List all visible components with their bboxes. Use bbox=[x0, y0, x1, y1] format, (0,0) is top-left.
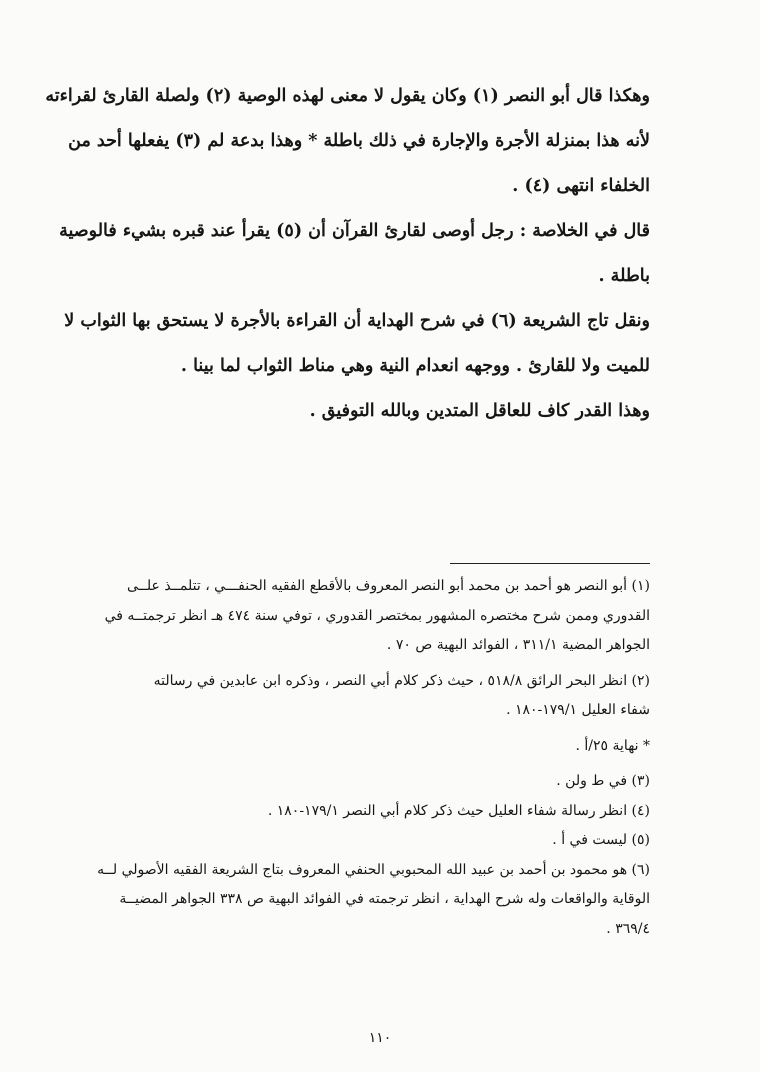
footnote-separator bbox=[450, 563, 650, 564]
footnote-line: (٣) في ط ولن . bbox=[556, 773, 650, 789]
body-line: للميت ولا للقارئ . ووجهه انعدام النية وهي مناط الثواب لما بينا . bbox=[180, 356, 650, 376]
body-line: لأنه هذا بمنزلة الأجرة والإجارة في ذلك باطلة * وهذا بدعة لم (٣) يفعلها أحد من bbox=[68, 131, 650, 151]
footnote-line: القدوري وممن شرح مختصره المشهور بمختصر القدوري ، توفي سنة ٤٧٤ هـ انظر ترجمتــه في bbox=[104, 607, 650, 624]
footnote-line: (٥) ليست في أ . bbox=[552, 832, 650, 848]
footnote-line: (٤) انظر رسالة شفاء العليل حيث ذكر كلام أبي النصر ١٧٩/١-١٨٠ . bbox=[267, 802, 650, 819]
footnote-line: الجواهر المضية ٣١١/١ ، الفوائد البهية ص ٧٠ . bbox=[386, 637, 650, 653]
body-line: وهكذا قال أبو النصر (١) وكان يقول لا معنى لهذه الوصية (٢) ولصلة القارئ لقراءته bbox=[45, 86, 650, 106]
footnote-line: ٣٦٩/٤ . bbox=[606, 920, 650, 937]
footnote-line: (٢) انظر البحر الرائق ٥١٨/٨ ، حيث ذكر كلام أبي النصر ، وذكره ابن عابدين في رسالته bbox=[153, 672, 650, 689]
footnote-line: * نهاية ٢٥/أ . bbox=[575, 737, 650, 754]
main-text bbox=[45, 74, 650, 434]
page-number: ١١٠ bbox=[368, 1030, 392, 1046]
body-line: وهذا القدر كاف للعاقل المتدين وبالله التوفيق . bbox=[309, 401, 650, 421]
footnote-line: الوقاية والواقعات وله شرح الهداية ، انظر ترجمته في الفوائد البهية ص ٣٣٨ الجواهر المضيــة bbox=[119, 891, 650, 907]
body-line: قال في الخلاصة : رجل أوصى لقارئ القرآن أن (٥) يقرأ عند قبره بشيء فالوصية bbox=[59, 221, 650, 241]
footnote-line: (١) أبو النصر هو أحمد بن محمد أبو النصر المعروف بالأقطع الفقيه الحنفـــي ، تتلمــذ علــى bbox=[127, 578, 650, 594]
footnote-line: شفاء العليل ١٧٩/١-١٨٠ . bbox=[506, 702, 650, 718]
footnote-line: (٦) هو محمود بن أحمد بن عبيد الله المحبوبي الحنفي المعروف بتاج الشريعة الفقيه الأصولي لــه bbox=[97, 861, 650, 878]
body-line: الخلفاء انتهى (٤) . bbox=[512, 176, 650, 196]
body-line: باطلة . bbox=[598, 266, 650, 286]
body-line: ونقل تاج الشريعة (٦) في شرح الهداية أن القراءة بالأجرة لا يستحق بها الثواب لا bbox=[64, 311, 650, 331]
footnotes bbox=[97, 572, 650, 944]
